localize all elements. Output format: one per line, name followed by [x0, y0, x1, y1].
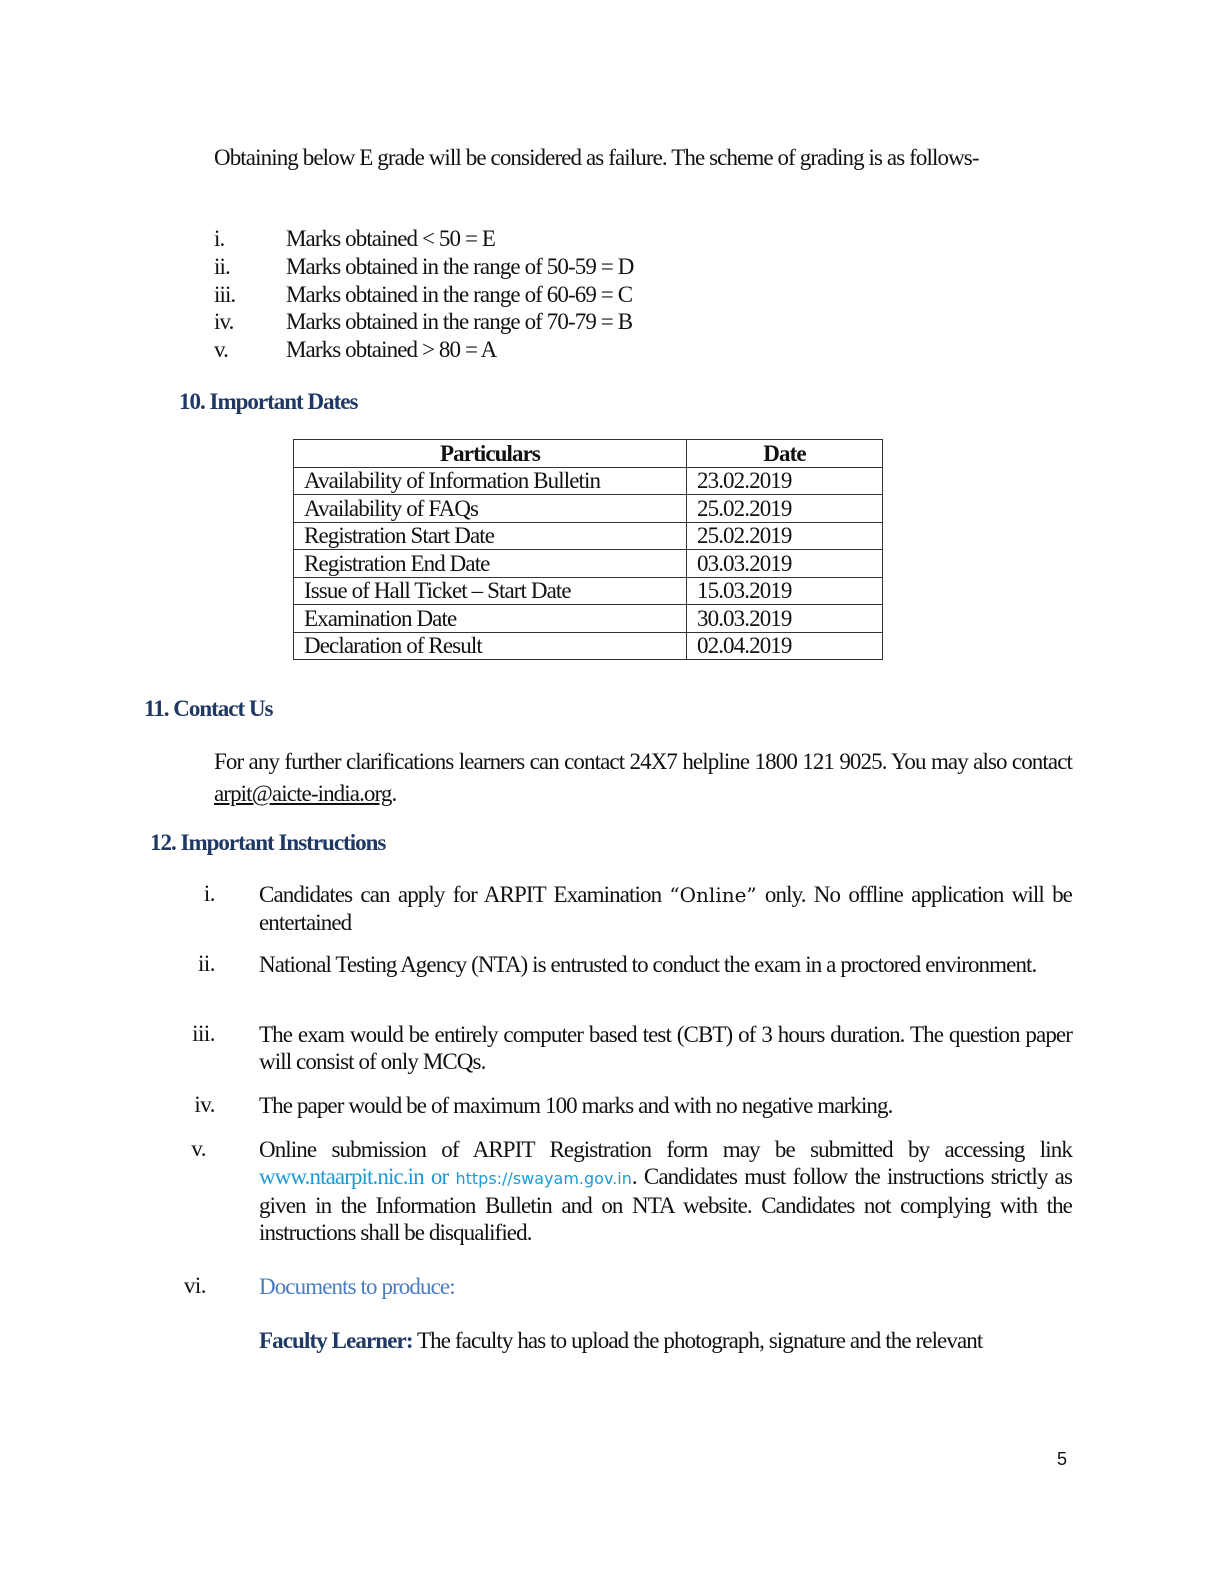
instruction-text: Online submission of ARPIT Registration form may be submitted by accessing link [259, 1137, 1072, 1162]
grading-text: Marks obtained in the range of 70-79 = B [286, 309, 633, 334]
grading-number: i. [214, 226, 225, 251]
grading-text: Marks obtained in the range of 50-59 = D [286, 254, 634, 279]
documents-heading: Documents to produce: [259, 1274, 455, 1299]
grading-number: iv. [214, 309, 234, 334]
section-heading-important-instructions: 12. Important Instructions [150, 830, 386, 855]
swayam-link[interactable]: https://swayam.gov.in [455, 1169, 632, 1188]
faculty-learner-text: The faculty has to upload the photograph, signature and the relevant [412, 1328, 983, 1353]
contact-paragraph [214, 746, 1072, 810]
contact-text: For any further clarifications learners can contact 24X7 helpline 1800 121 9025. You may also contact [214, 749, 1072, 774]
section-heading-contact-us: 11. Contact Us [144, 696, 273, 721]
instruction-item [259, 1136, 1072, 1246]
table-row [294, 550, 883, 578]
instruction-number: iv. [194, 1092, 215, 1117]
grading-text: Marks obtained in the range of 60-69 = C [286, 282, 633, 307]
date-cell: 03.03.2019 [687, 550, 883, 578]
table-row [294, 632, 883, 660]
table-row [294, 522, 883, 550]
table-row [294, 577, 883, 605]
grading-number: ii. [214, 254, 230, 279]
date-cell: 15.03.2019 [687, 577, 883, 605]
column-header-date: Date [687, 440, 883, 468]
instruction-number: vi. [183, 1273, 206, 1298]
grading-intro: Obtaining below E grade will be considered as failure. The scheme of grading is as follows- [214, 145, 979, 170]
instruction-item: The exam would be entirely computer based test (CBT) of 3 hours duration. The question paper will consist of only MCQs. [259, 1022, 1072, 1074]
instruction-text: only. No offline application will be entertained [259, 882, 1072, 935]
contact-text-end: . [391, 781, 397, 806]
particulars-cell: Availability of Information Bulletin [294, 467, 687, 495]
contact-email-link[interactable]: arpit@aicte-india.org [214, 781, 392, 806]
faculty-learner-paragraph [259, 1327, 1072, 1354]
grading-text: Marks obtained > 80 = A [286, 337, 497, 362]
column-header-particulars: Particulars [294, 440, 687, 468]
instruction-number: v. [191, 1136, 206, 1161]
date-cell: 02.04.2019 [687, 632, 883, 660]
date-cell: 23.02.2019 [687, 467, 883, 495]
grading-text: Marks obtained < 50 = E [286, 226, 496, 251]
instruction-text: Candidates can apply for ARPIT Examination [259, 882, 670, 907]
faculty-learner-label: Faculty Learner: [259, 1328, 413, 1353]
ntaarpit-link[interactable]: www.ntaarpit.nic.in or [259, 1164, 456, 1189]
instruction-number: ii. [197, 951, 215, 976]
instruction-item: National Testing Agency (NTA) is entrusted to conduct the exam in a proctored environment. [259, 952, 1037, 977]
particulars-cell: Availability of FAQs [294, 495, 687, 523]
instruction-item [259, 881, 1072, 936]
instruction-text: . Candidates must follow the instructions strictly as given in the Information Bulletin and on NTA website. Candidates not complying with the instructions shall be disqualified. [259, 1164, 1072, 1245]
particulars-cell: Declaration of Result [294, 632, 687, 660]
instruction-number: iii. [192, 1021, 215, 1046]
important-dates-table [293, 439, 883, 660]
particulars-cell: Examination Date [294, 605, 687, 633]
online-quoted: “Online” [669, 883, 757, 907]
date-cell: 30.03.2019 [687, 605, 883, 633]
table-header-row [294, 440, 883, 468]
table-row [294, 495, 883, 523]
table-row [294, 467, 883, 495]
date-cell: 25.02.2019 [687, 495, 883, 523]
date-cell: 25.02.2019 [687, 522, 883, 550]
page-number: 5 [1057, 1449, 1068, 1469]
particulars-cell: Issue of Hall Ticket – Start Date [294, 577, 687, 605]
grading-number: iii. [214, 282, 236, 307]
table-row [294, 605, 883, 633]
grading-number: v. [214, 337, 228, 362]
section-heading-important-dates: 10. Important Dates [179, 389, 358, 414]
instruction-item: The paper would be of maximum 100 marks and with no negative marking. [259, 1093, 893, 1118]
particulars-cell: Registration End Date [294, 550, 687, 578]
instruction-number: i. [203, 881, 215, 906]
particulars-cell: Registration Start Date [294, 522, 687, 550]
